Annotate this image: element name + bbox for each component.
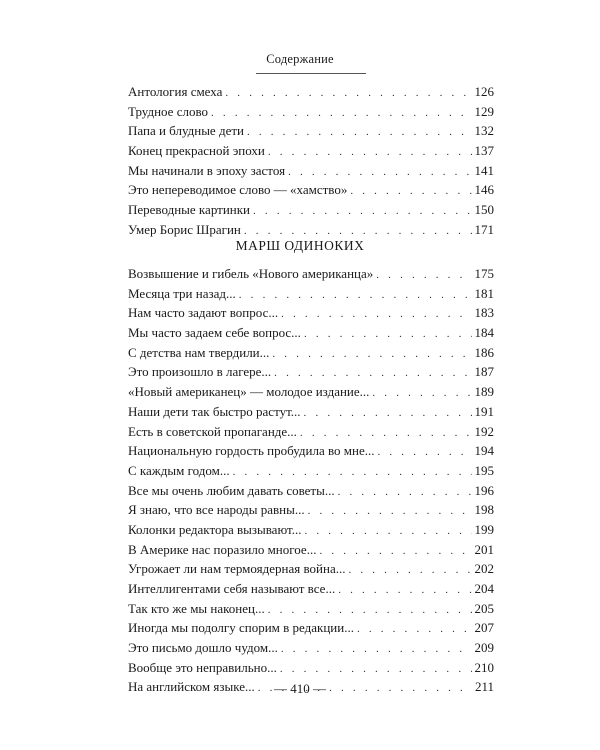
toc-entry-title: С каждым годом... (128, 462, 230, 478)
dot-leader (225, 84, 471, 104)
toc-entry-page: 211 (474, 679, 494, 695)
toc-entry (128, 520, 494, 540)
toc-entry-page: 183 (474, 305, 494, 321)
dot-leader (357, 620, 472, 640)
toc-entry-title: Угрожает ли нам термоядерная война... (128, 561, 346, 577)
toc-entry (128, 382, 494, 402)
toc-entry (128, 141, 494, 161)
dot-leader (338, 581, 471, 601)
toc-entry (128, 638, 494, 658)
toc-entry-page: 205 (474, 600, 494, 616)
toc-entry-page: 195 (474, 462, 494, 478)
toc-entry-page: 186 (474, 344, 494, 360)
toc-entry-title: Национальную гордость пробудила во мне... (128, 443, 375, 459)
dot-leader (272, 345, 471, 365)
toc-entry-title: Это непереводимое слово — «хамство» (128, 182, 348, 198)
toc-entry-title: Это письмо дошло чудом... (128, 640, 278, 656)
toc-entry-title: Колонки редактора вызывают... (128, 521, 302, 537)
toc-entry-page: 189 (474, 384, 494, 400)
toc-entry-page: 191 (474, 403, 494, 419)
toc-entry (128, 559, 494, 579)
page-number: — 410 — (274, 681, 326, 696)
toc-entry-title: Месяца три назад... (128, 285, 236, 301)
toc-entry (128, 82, 494, 102)
toc-entry-page: 201 (474, 541, 494, 557)
toc-entry (128, 220, 494, 240)
toc-entry-page: 146 (474, 182, 494, 198)
toc-entry-page: 171 (474, 221, 494, 237)
toc-entry (128, 323, 494, 343)
toc-entry (128, 303, 494, 323)
toc-entry-title: Все мы очень любим давать советы... (128, 482, 335, 498)
toc-entry-title: Я знаю, что все народы равны... (128, 502, 305, 518)
toc-entry-title: Конец прекрасной эпохи (128, 143, 265, 159)
toc-entry-page: 150 (474, 202, 494, 218)
toc-entry-page: 181 (474, 285, 494, 301)
toc-entry-title: На английском языке... (128, 679, 255, 695)
toc-entry (128, 121, 494, 141)
toc-entry-page: 192 (474, 423, 494, 439)
dot-leader (348, 561, 471, 581)
toc-entry (128, 579, 494, 599)
toc-entry-page: 141 (474, 162, 494, 178)
toc-entry-title: Мы начинали в эпоху застоя (128, 162, 286, 178)
toc-entry (128, 540, 494, 560)
toc-entry-title: Трудное слово (128, 103, 209, 119)
running-head-rule (256, 73, 366, 74)
toc-entry-title: С детства нам твердили... (128, 344, 270, 360)
dot-leader (281, 305, 471, 325)
toc-entry-title: Возвышение и гибель «Нового американца» (128, 266, 374, 281)
dot-leader (280, 660, 472, 680)
toc-list-part1 (128, 82, 494, 240)
dot-leader (253, 202, 471, 222)
toc-entry-title: Так кто же мы наконец... (128, 600, 265, 616)
dot-leader (376, 266, 471, 286)
toc-entry (128, 180, 494, 200)
toc-entry-title: Иногда мы подолгу спорим в редакции... (128, 620, 354, 636)
toc-entry (128, 161, 494, 181)
toc-entry-title: Есть в советской пропаганде... (128, 423, 297, 439)
toc-entry (128, 500, 494, 520)
running-head: Содержание (266, 52, 334, 66)
toc-entry-page: 187 (474, 364, 494, 380)
toc-entry-title: Антология смеха (128, 84, 223, 99)
toc-entry (128, 618, 494, 638)
toc-entry (128, 422, 494, 442)
toc-entry (128, 343, 494, 363)
toc-entry (128, 599, 494, 619)
toc-entry (128, 102, 494, 122)
dot-leader (247, 123, 472, 143)
toc-list-part2 (128, 264, 494, 697)
toc-entry-page: 132 (474, 123, 494, 139)
toc-entry (128, 658, 494, 678)
toc-entry-page: 202 (474, 561, 494, 577)
toc-entry-page: 204 (474, 581, 494, 596)
toc-entry-title: Нам часто задают вопрос... (128, 305, 279, 321)
toc-entry (128, 402, 494, 422)
section-title: МАРШ ОДИНОКИХ (235, 238, 365, 253)
dot-leader (308, 502, 472, 522)
dot-leader (304, 522, 471, 542)
dot-leader (338, 483, 472, 503)
toc-entry-title: «Новый американец» — молодое издание... (128, 384, 370, 400)
toc-entry-page: 199 (474, 521, 494, 537)
toc-entry-page: 198 (474, 502, 494, 518)
toc-entry (128, 461, 494, 481)
toc-entry-title: Наши дети так быстро растут... (128, 403, 301, 419)
toc-entry-title: Интеллигентами себя называют все... (128, 581, 336, 596)
dot-leader (268, 143, 472, 163)
toc-entry-page: 196 (474, 482, 494, 498)
dot-leader (372, 384, 471, 404)
toc-entry-title: В Америке нас поразило многое... (128, 541, 317, 557)
toc-entry-page: 184 (474, 325, 494, 341)
toc-entry-page: 126 (474, 84, 494, 99)
toc-entry-title: Мы часто задаем себе вопрос... (128, 325, 301, 341)
dot-leader (378, 443, 472, 463)
toc-entry (128, 481, 494, 501)
dot-leader (211, 104, 471, 124)
dot-leader (304, 404, 472, 424)
dot-leader (304, 325, 472, 345)
toc-entry-page: 129 (474, 103, 494, 119)
toc-entry-title: Вообще это неправильно... (128, 659, 277, 675)
toc-entry-page: 137 (474, 143, 494, 159)
toc-entry (128, 362, 494, 382)
toc-entry-title: Это произошло в лагере... (128, 364, 272, 380)
toc-entry-page: 194 (474, 443, 494, 459)
toc-entry (128, 284, 494, 304)
toc-entry-title: Умер Борис Шрагин (128, 221, 241, 237)
toc-entry-page: 209 (474, 640, 494, 656)
toc-entry-page: 207 (474, 620, 494, 636)
toc-entry (128, 200, 494, 220)
dot-leader (281, 640, 472, 660)
toc-entry-title: Папа и блудные дети (128, 123, 244, 139)
toc-entry-page: 210 (474, 659, 494, 675)
dot-leader (350, 182, 471, 202)
toc-entry (128, 441, 494, 461)
toc-entry-title: Переводные картинки (128, 202, 251, 218)
toc-entry (128, 264, 494, 284)
toc-entry-page: 175 (474, 266, 494, 281)
